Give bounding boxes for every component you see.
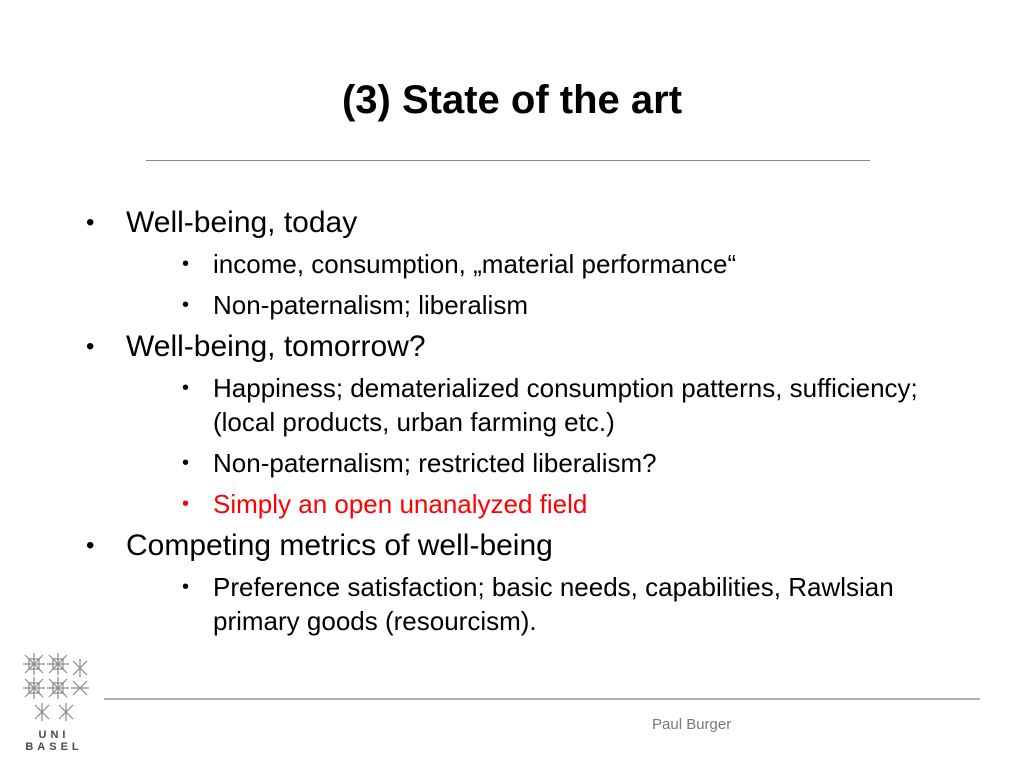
logo-text-uni: UNI: [38, 729, 70, 741]
sub-bullet-preference: [126, 570, 944, 638]
bullet-text: Competing metrics of well-being: [126, 529, 553, 562]
bullet-well-being-tomorrow: [84, 330, 944, 521]
sub-bullet-text: income, consumption, „material performance“: [213, 249, 737, 279]
sub-bullet-text: Simply an open unanalyzed field: [213, 489, 588, 519]
slide-title: (3) State of the art: [341, 78, 683, 122]
bullet-icon: •: [86, 209, 95, 236]
bullet-icon: •: [182, 253, 190, 275]
bullet-text: Well-being, today: [126, 206, 358, 239]
sub-bullet-happiness: [126, 371, 944, 439]
footer-divider: [104, 698, 980, 700]
sub-bullet-income: [126, 247, 944, 281]
sub-list: [126, 570, 944, 638]
bullet-icon: •: [182, 452, 190, 474]
footer-author: Paul Burger: [652, 716, 732, 733]
sub-bullet-non-paternalism: [126, 288, 944, 322]
sub-bullet-text: Non-paternalism; liberalism: [213, 290, 528, 320]
bullet-competing-metrics: [84, 529, 944, 638]
sub-list: [126, 371, 944, 521]
sub-bullet-text: Preference satisfaction; basic needs, capabilities, Rawlsian primary goods (resourcism).: [213, 572, 894, 636]
bullet-icon: •: [182, 576, 190, 598]
bullet-icon: •: [182, 493, 190, 515]
bullet-list: [84, 206, 944, 638]
bullet-text: Well-being, tomorrow?: [126, 330, 426, 363]
basilisk-pattern-icon: [14, 646, 94, 726]
sub-bullet-restricted-liberalism: [126, 446, 944, 480]
bullet-icon: •: [86, 532, 95, 559]
sub-bullet-text: Non-paternalism; restricted liberalism?: [213, 448, 657, 478]
sub-bullet-open-field: [126, 487, 944, 521]
uni-basel-logo: [14, 646, 94, 756]
title-divider: [146, 160, 870, 161]
bullet-icon: •: [86, 333, 95, 360]
bullet-well-being-today: [84, 206, 944, 322]
sub-bullet-text: Happiness; dematerialized consumption patterns, sufficiency; (local products, urban farming etc.): [213, 373, 918, 437]
logo-text-basel: BASEL: [25, 741, 83, 753]
bullet-icon: •: [182, 377, 190, 399]
bullet-icon: •: [182, 294, 190, 316]
sub-list: [126, 247, 944, 322]
